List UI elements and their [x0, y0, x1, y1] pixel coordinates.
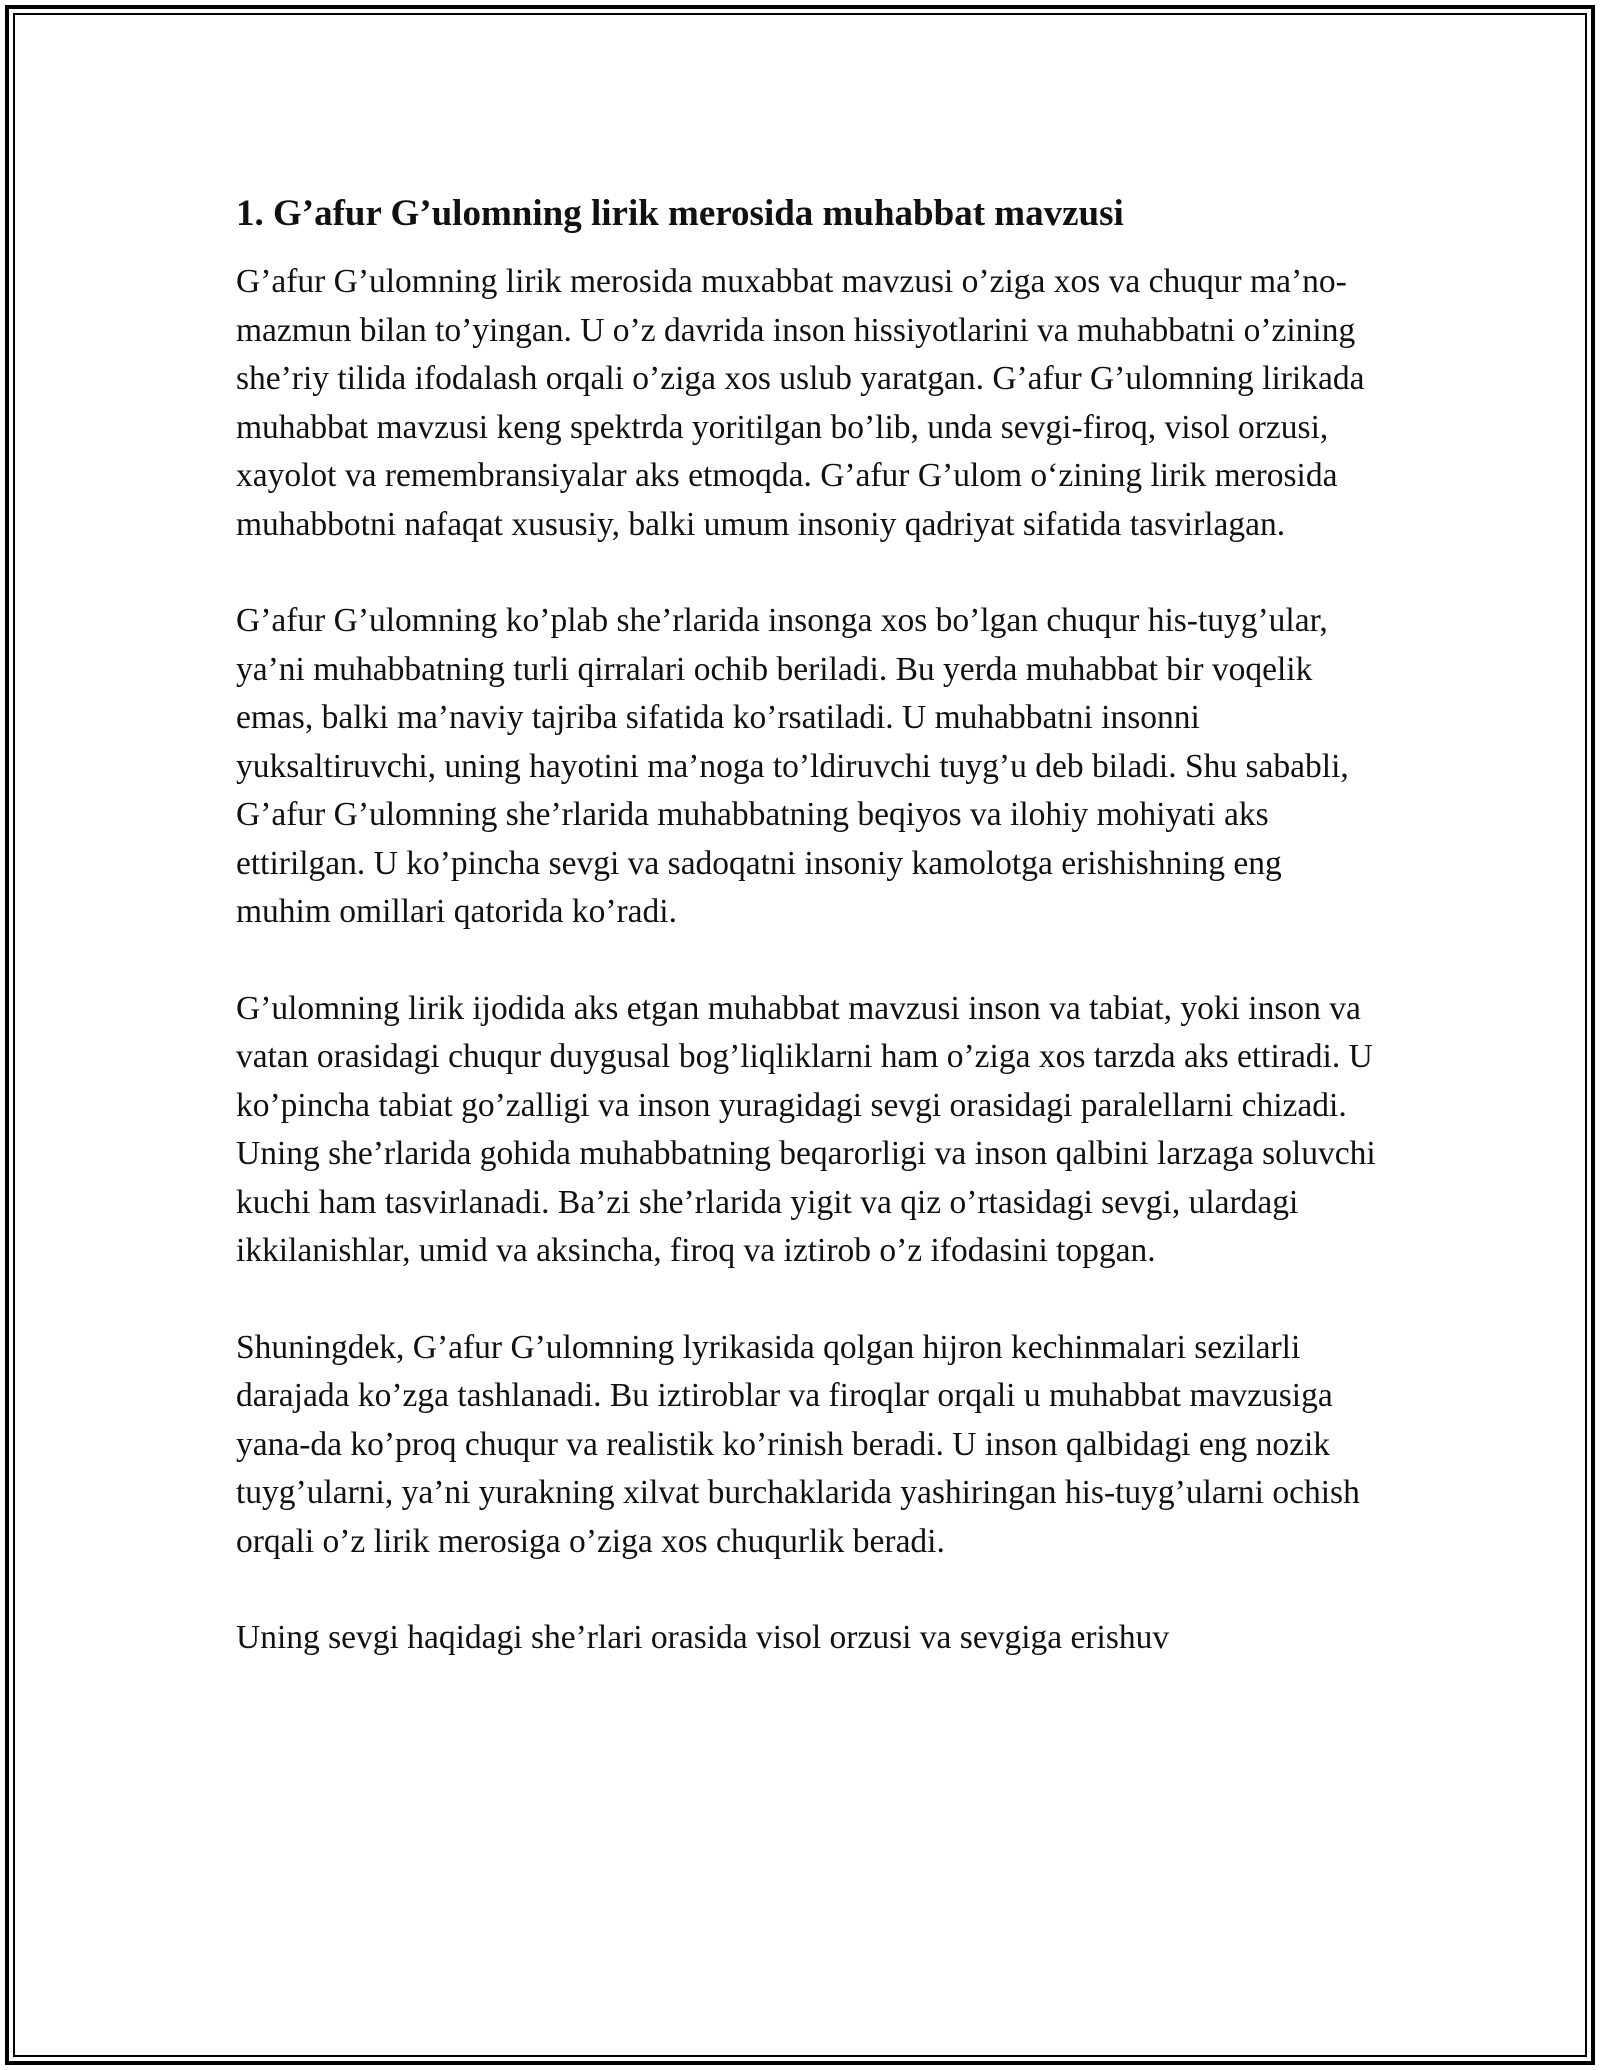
paragraph-1: G’afur G’ulomning lirik merosida muxabbat mavzusi o’ziga xos va chuqur ma’no-mazmun bilan to’yingan. U o’z davrida inson hissiyotlarini va muhabbatni o’zining she’riy tilida ifodalash orqali o’ziga xos uslub yaratgan. G’afur G’ulomning lirikada muhabbat mavzusi keng spektrda yoritilgan bo’lib, unda sevgi-firoq, visol orzusi, xayolot va remembransiyalar aks etmoqda. G’afur G’ulom o‘zining lirik merosida muhabbotni nafaqat xususiy, balki umum insoniy qadriyat sifatida tasvirlagan. — [236, 263, 1365, 543]
paragraph-2: G’afur G’ulomning ko’plab she’rlarida insonga xos bo’lgan chuqur his-tuyg’ular, ya’ni muhabbatning turli qirralari ochib beriladi. Bu yerda muhabbat bir voqelik emas, balki ma’naviy tajriba sifatida ko’rsatiladi. U muhabbatni insonni yuksaltiruvchi, uning hayotini ma’noga to’ldiruvchi tuyg’u deb biladi. Shu sababli, G’afur G’ulomning she’rlarida muhabbatning beqiyos va ilohiy mohiyati aks ettirilgan. U ko’pincha sevgi va sadoqatni insoniy kamolotga erishishning eng muhim omillari qatorida ko’radi. — [236, 602, 1349, 930]
section-heading: 1. G’afur G’ulomning lirik merosida muhabbat mavzusi — [236, 193, 1124, 234]
paragraph-3: G’ulomning lirik ijodida aks etgan muhabbat mavzusi inson va tabiat, yoki inson va vatan orasidagi chuqur duygusal bog’liqliklarni ham o’ziga xos tarzda aks ettiradi. U ko’pincha tabiat go’zalligi va inson yuragidagi sevgi orasidagi paralellarni chizadi. Uning she’rlarida gohida muhabbatning beqarorligi va inson qalbini larzaga soluvchi kuchi ham tasvirlanadi. Ba’zi she’rlarida yigit va qiz o’rtasidagi sevgi, ulardagi ikkilanishlar, umid va aksincha, firoq va iztirob o’z ifodasini topgan. — [236, 989, 1376, 1269]
document-body — [236, 188, 1376, 1663]
paragraph-4: Shuningdek, G’afur G’ulomning lyrikasida qolgan hijron kechinmalari sezilarli darajada ko’zga tashlanadi. Bu iztiroblar va firoqlar orqali u muhabbat mavzusiga yana-da ko’proq chuqur va realistik ko’rinish beradi. U inson qalbidagi eng nozik tuyg’ularni, ya’ni yurakning xilvat burchaklarida yashiringan his-tuyg’ularni ochish orqali o’z lirik merosiga o’ziga xos chuqurlik beradi. — [236, 1328, 1360, 1560]
paragraph-5: Uning sevgi haqidagi she’rlari orasida visol orzusi va sevgiga erishuv — [236, 1619, 1170, 1656]
